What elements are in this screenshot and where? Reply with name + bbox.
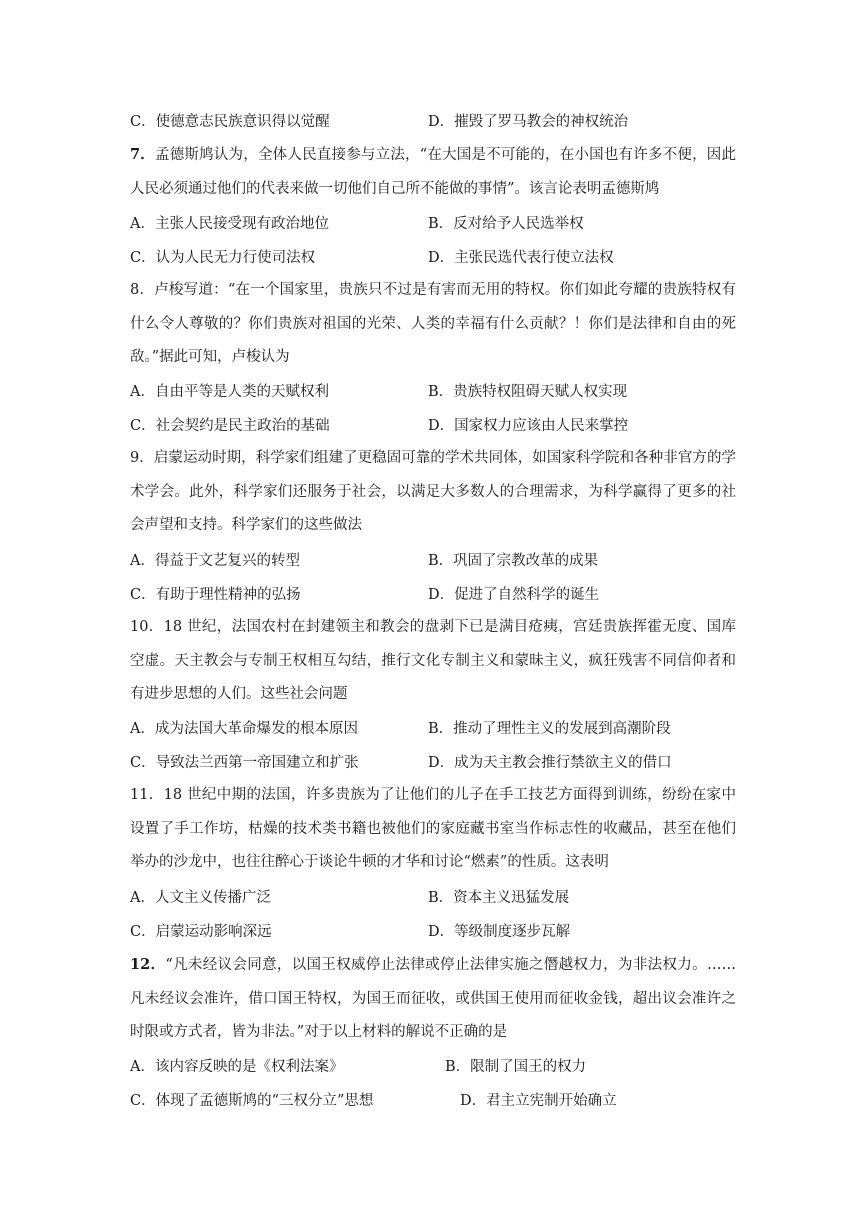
q8-option-a: A．自由平等是人类的天赋权利 <box>130 384 329 400</box>
q7-stem <box>130 138 736 206</box>
q10-option-b: B．推动了理性主义的发展到高潮阶段 <box>428 721 671 737</box>
q7-option-b: B．反对给予人民选举权 <box>428 216 584 232</box>
q10-option-a: A．成为法国大革命爆发的根本原因 <box>130 721 358 737</box>
q9-option-d: D．促进了自然科学的诞生 <box>428 587 600 603</box>
q8-stem <box>130 274 736 375</box>
q11-option-d: D．等级制度逐步瓦解 <box>428 924 571 940</box>
q12-text: “凡未经议会同意，以国王权威停止法律或停止法律实施之僭越权力，为非法权力。……凡未经议会准许，借口国王特权，为国王而征收，或供国王使用而征收金钱，超出议会准许之时限或方式者，皆为非法。”对于以上材料的解说不正确的是 <box>130 957 736 1040</box>
q7-text: 孟德斯鸠认为，全体人民直接参与立法，“在大国是不可能的，在小国也有许多不便，因此人民必须通过他们的代表来做一切他们自己所不能做的事情”。该言论表明孟德斯鸠 <box>130 147 736 197</box>
q8-option-b: B．贵族特权阻碍天赋人权实现 <box>428 384 628 400</box>
q11-option-a: A．人文主义传播广泛 <box>130 890 271 906</box>
q10-number: 10． <box>130 619 164 635</box>
q6-option-c: C．使德意志民族意识得以觉醒 <box>130 114 330 130</box>
q9-option-a: A．得益于文艺复兴的转型 <box>130 553 300 569</box>
q8-number: 8． <box>130 282 155 298</box>
q9-text: 启蒙运动时期，科学家们组建了更稳固可靠的学术共同体，如国家科学院和各种非官方的学术学会。此外，科学家们还服务于社会，以满足大多数人的合理需求，为科学赢得了更多的社会声望和支持。科学家们的这些做法 <box>130 450 736 533</box>
q7-number: 7． <box>130 146 156 163</box>
q11-text: 18 世纪中期的法国，许多贵族为了让他们的儿子在手工技艺方面得到训练，纷纷在家中设置了手工作坊，枯燥的技术类书籍也被他们的家庭藏书室当作标志性的收藏品，甚至在他们举办的沙龙中，也往往醉心于谈论牛顿的才华和讨论“燃素”的性质。这表明 <box>130 787 737 870</box>
q10-text: 18 世纪，法国农村在封建领主和教会的盘剥下已是满目疮痍，宫廷贵族挥霍无度、国库空虚。天主教会与专制王权相互勾结，推行文化专制主义和蒙昧主义，疯狂残害不同信仰者和有进步思想的人们。这些社会问题 <box>130 619 737 702</box>
q11-option-b: B．资本主义迅猛发展 <box>428 890 570 906</box>
q8-text: 卢梭写道：“在一个国家里，贵族只不过是有害而无用的特权。你们如此夸耀的贵族特权有什么令人尊敬的？你们贵族对祖国的光荣、人类的幸福有什么贡献？！你们是法律和自由的死敌。”据此可知，卢梭认为 <box>130 282 736 365</box>
q12-option-d: D．君主立宪制开始确立 <box>460 1093 617 1109</box>
q9-number: 9． <box>130 450 154 466</box>
q10-option-c: C．导致法兰西第一帝国建立和扩张 <box>130 755 359 771</box>
q7-option-c: C．认为人民无力行使司法权 <box>130 250 316 266</box>
q12-number: 12． <box>130 956 166 973</box>
q7-option-d: D．主张民选代表行使立法权 <box>428 250 614 266</box>
q12-option-a: A．该内容反映的是《权利法案》 <box>130 1059 344 1075</box>
q8-option-d: D．国家权力应该由人民来掌控 <box>428 418 629 434</box>
q12-option-c: C．体现了孟德斯鸠的“三权分立”思想 <box>130 1093 374 1109</box>
q12-option-b: B．限制了国王的权力 <box>445 1059 587 1075</box>
q11-stem <box>130 779 736 880</box>
q8-option-c: C．社会契约是民主政治的基础 <box>130 418 330 434</box>
q11-number: 11． <box>130 787 164 803</box>
q9-stem <box>130 442 736 543</box>
q9-option-c: C．有助于理性精神的弘扬 <box>130 587 301 603</box>
q6-option-d: D．摧毁了罗马教会的神权统治 <box>428 114 629 130</box>
q11-option-c: C．启蒙运动影响深远 <box>130 924 272 940</box>
q7-option-a: A．主张人民接受现有政治地位 <box>130 216 329 232</box>
q12-stem <box>130 948 736 1050</box>
q9-option-b: B．巩固了宗教改革的成果 <box>428 553 599 569</box>
q10-option-d: D．成为天主教会推行禁欲主义的借口 <box>428 755 672 771</box>
q10-stem <box>130 611 736 712</box>
